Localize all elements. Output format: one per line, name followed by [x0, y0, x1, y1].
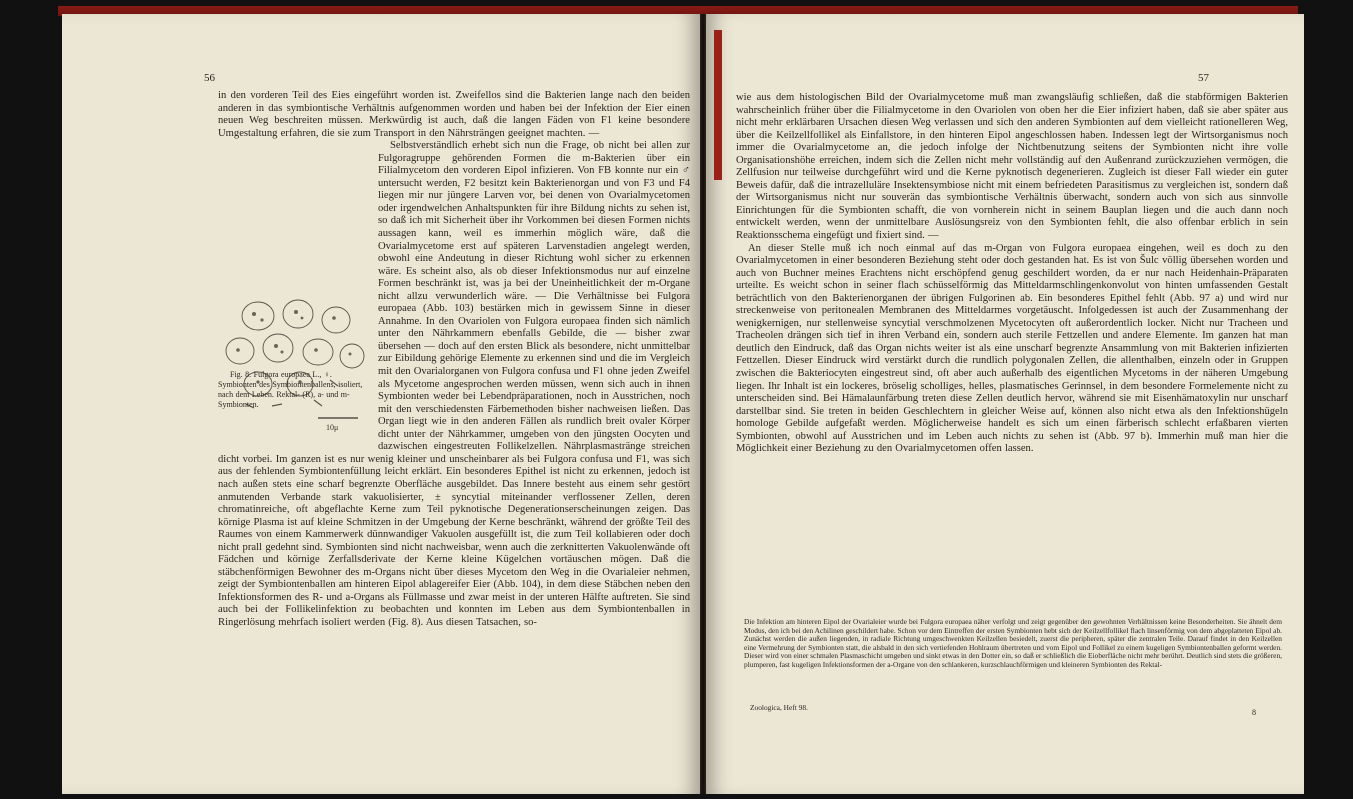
paragraph-1: in den vorderen Teil des Eies eingeführt worden ist. Zweifellos sind die Bakterien lange nach den beiden anderen in das symbiontische Verhältnis aufgenommen worden und haben bei der Infektion der Eier einen neuen Weg beschreiten müssen. Merkwürdig ist auch, daß die langen Fäden von F1 keine besondere Umgestaltung erfahren, die sie zum Transport in den Nährsträngen geeignet machten. — — [218, 90, 690, 139]
page-number-right: 57 — [1198, 72, 1209, 84]
signature-number: 8 — [1252, 708, 1256, 717]
paragraph-2-text: Selbstverständlich erhebt sich nun die Frage, ob nicht bei allen zur Fulgoragruppe gehörenden Formen die m-Bakterien über ein Filialmycetom den vorderen Eipol infizieren. Von FB konnte nur ein ♂ untersucht werden, F2 besitzt kein Bakterienorgan und von F3 und F4 liegen mir nur jüngere Larven vor, bei denen von Ovarialmycetomen oder irgendwelchen Anhaltspunkten für ihre Bildung nichts zu sehen ist, so daß ich mit Sicherheit über ihr Vorkommen bei diesen Formen nichts aussagen kann, weil es immerhin möglich wäre, daß die Ovarialmycetome erst auf späteren Larvenstadien angelegt werden, obwohl eine Andeutung in dieser Richtung wohl sicher zu erkennen wäre. Es scheint also, als ob dieser Infektionsmodus nur auf einzelne Formen beschränkt ist, was ja bei der Uneinheitlichkeit der m-Organe nicht allzu verwunderlich wäre. — Die Verhältnisse bei Fulgora europaea (Abb. 103) bestärken mich in gewissem Sinne in dieser Annahme. In den Ovariolen von Fulgora europaea finden sich nämlich unter den Nährkammern ebenfalls Gebilde, die — bisher zwar übersehen — doch auf den ersten Blick als besondere, nicht unmittelbar zur Eibildung gehörige Elemente zu erkennen sind und die im Vergleich mit den Ovarialorganen von Fulgora confusa und F1 ohne jeden Zweifel als Mycetome angesprochen werden müssen, wenn sich auch in ihnen Symbionten weder bei Lebendpräparationen, noch in Ausstrichen, noch mit den verschiedensten Färbemethoden bisher nachweisen ließen. Das Organ liegt wie in den anderen Fällen als rundlich breit ovaler Körper dicht unter der Nährkammer, umgeben von den jüngsten Oocyten und dazwischen eingestreuten Follikelzellen. Nährplasmastränge streichen dicht vorbei. Im ganzen ist es nur wenig kleiner und unscheinbarer als bei Fulgora confusa und F1, was sich aus der fehlenden Symbiontenfüllung leicht erklärt. Ein besonderes Epithel ist nicht zu erkennen, jedoch ist nach außen stets eine scharf begrenzte Oberfläche ausgebildet. Das Innere besteht aus einem sehr gestört anmutenden Verbande stark vakuolisierter, ± syncytial miteinander verflossener Zellen, deren chromatinreiche, oft abgeflachte Kerne zum Teil pyknotische Degenerationserscheinungen zeigen. Das körnige Plasma ist auf kleine Schmitzen in der Umgebung der Kerne beschränkt, während der größte Teil des Raumes von einem Kammerwerk dünnwandiger Vakuolen ausgefüllt ist, die zum Teil kollabieren oder doch nicht prall gedehnt sind. Symbionten sind nicht nachweisbar, wenn auch die zerknitterten Vakuolenwände oft Fädchen und körnige Zerfallsderivate der Kerne kleine Kügelchen vortäuschen mögen. Daß die stäbchenförmigen Bewohner des m-Organs nicht über dieses Mycetom den Weg in die Ovarialeier nehmen, zeigt der Symbiontenballen am hinteren Eipol ablagereifer Eier (Abb. 104), in dem diese Stäbchen neben den Infektionsformen des R- und a-Organs als Füllmasse und zwar meist in der unteren Hälfte auftreten. Sie sind auch bei der Follikelinfektion zu beobachten und konnten im Leben aus dem Symbiontenballen in Ringerlösung mehrfach isoliert werden (Fig. 8). Aus diesen Tatsachen, so- — [218, 140, 690, 628]
paragraph-4: An dieser Stelle muß ich noch einmal auf das m-Organ von Fulgora europaea eingehen, weil es doch zu den Ovarialmycetomen in einer besonderen Beziehung steht oder doch gestanden hat. Es ist von Šulc völlig übersehen worden und auch von Buchner meines Erachtens nicht erschöpfend genug geschildert worden, da er nur nach Heidenhain-Präparaten urteilte. Es weicht schon in seiner flach schüsselförmig das Mitteldarmschlingenkonvolut von hinten umfassenden Gestalt beträchtlich von den Bakterienorganen der übrigen Fulgorinen ab. Ein besonderes Epithel fehlt (Abb. 97 a) und wird nur streckenweise von peritonealen Membranen des Mitteldarmes vorgetäuscht. Infolgedessen ist auch der Zusammenhang der wenigkernigen, nur stellenweise syncytial verschmolzenen Mycetocyten oft außerordentlich locker. Nicht nur Tracheen und Tracheolen drängen sich tief in ihren Verband ein, sondern auch sterile Fettzellen und andere Elemente. Im ganzen hat man deutlich den Eindruck, daß das Organ nichts weiter ist als eine unscharf begrenzte Ansammlung von mit Bakterien infizierten Fettzellen. Dieser Eindruck wird verstärkt durch die rundlich polygonalen Zellen, die allenthalben, einzeln oder in Gruppen zwischen die Bakteriocyten eingestreut sind, oft aber auch außerhalb des eigentlichen Mycetoms in der näheren Umgebung liegen. Ihr Inhalt ist ein lockeres, bröselig scholliges, helles, plasmatisches Gerinnsel, in dem besondere Formelemente nicht zu unterscheiden sind. Bei Hämalaunfärbung treten diese Zellen deutlich hervor, während sie mit Eisenhämatoxylin nur unscharf darstellbar sind. Sie treten in beiden Geschlechtern in gleicher Weise auf, können also nicht etwa als den Infektionshügeln homologe Gebilde aufgefaßt werden. Möglicherweise handelt es sich um einen färberisch schlecht erfaßbaren vierten Symbionten, obwohl auf Ausstrichen und im Leben auch nichts zu sehen ist (Abb. 97 b). Immerhin muß man hier die Möglichkeit einer Beziehung zu den Ovarialmycetomen offen lassen. — [736, 242, 1288, 455]
bookmark-ribbon — [714, 30, 722, 180]
right-page-text — [736, 92, 1288, 456]
figure-8-caption: Fig. 8. Fulgora europaea L., ♀. Symbionten des Symbiontenballens, isoliert, nach dem Leben. Rektal- (R), a- und m-Symbionten. — [218, 370, 363, 410]
journal-line: Zoologica, Heft 98. — [750, 703, 808, 712]
page-number-left: 56 — [204, 72, 215, 84]
figure-scale-label: 10μ — [326, 423, 339, 433]
left-page-text — [218, 90, 690, 630]
right-page — [706, 14, 1304, 794]
left-page — [62, 14, 700, 794]
figure-8 — [218, 146, 370, 446]
paragraph-3: wie aus dem histologischen Bild der Ovarialmycetome muß man zwangsläufig schließen, daß die stabförmigen Bakterien wahrscheinlich früher über die Filialmycetome in den Ovariolen von oben her die Eier infiziert haben, daß sie aber später aus nicht mehr erklärbaren Ursachen diesen Weg verlassen und sich den anderen Symbionten auf dem vielleicht rationelleren Weg, über die Keilzellfollikel als Einfallstore, in den hinteren Eipol angeschlossen haben. Indessen legt der Wirtsorganismus noch immer die Ovarialmycetome an, die jedoch infolge der Nichtbenutzung seitens der Symbionten nicht ihre volle Organisationshöhe erreichen, indem sich die Zellen nicht mehr vollständig auf den Außenrand zurückzuziehen vermögen, die Zellfusion nur teilweise durchgeführt wird und die Kerne pyknotisch degenerieren. Zugleich ist dieser Fall wieder ein guter Beweis dafür, daß die intrazelluläre Insektensymbiose nicht mit einem befriedeten Parasitismus zu vergleichen ist, sondern daß der Wirtsorganismus nicht nur souverän das symbiontische Verhältnis überwacht, sondern auch von sich aus sinnvolle Einrichtungen für die Symbionten schafft, die von vornherein nicht in seinem Bauplan liegen und die auch dann noch entwickelt werden, wenn der unmittelbare Auslösungsreiz von den Symbionten fehlt, die also offenbar erblich in sein Reaktionsschema eingefügt und fixiert sind. — — [736, 92, 1288, 242]
paragraph-2 — [218, 140, 690, 629]
footnote: Die Infektion am hinteren Eipol der Ovarialeier wurde bei Fulgora europaea näher verfolgt und zeigt gegenüber den gewohnten Verhältnissen keine Besonderheiten. Sie ähnelt dem Modus, den ich bei den Achilinen geschildert habe. Schon vor dem Eintreffen der ersten Symbionten hebt sich der Keilzellfollikel flach linsenförmig von dem abgeplatteten Eipol ab. Zunächst werden die außen liegenden, in radiale Richtung umgeschwenkten Keilzellen besiedelt, zuerst die peripheren, später die zentralen Teile. Darauf findet in den Keilzellen eine Vermehrung der Symbionten statt, die alsbald in den sich vertiefenden Hohlraum übertreten und vom Eipol und Follikel zu einem kugeligen Symbiontenballen geformt werden. Dieser wird von einer schmalen Plasmaschicht umgeben und sinkt etwas in den Dotter ein, so daß er schließlich die Eioberfläche nicht mehr berührt. Deutlich sind stets die größeren, plumperen, fast kugeligen Infektionsformen der a-Organe von den schlankeren, kurzschlauchförmigen und kleineren Symbionten des Rektal- — [744, 617, 1282, 669]
